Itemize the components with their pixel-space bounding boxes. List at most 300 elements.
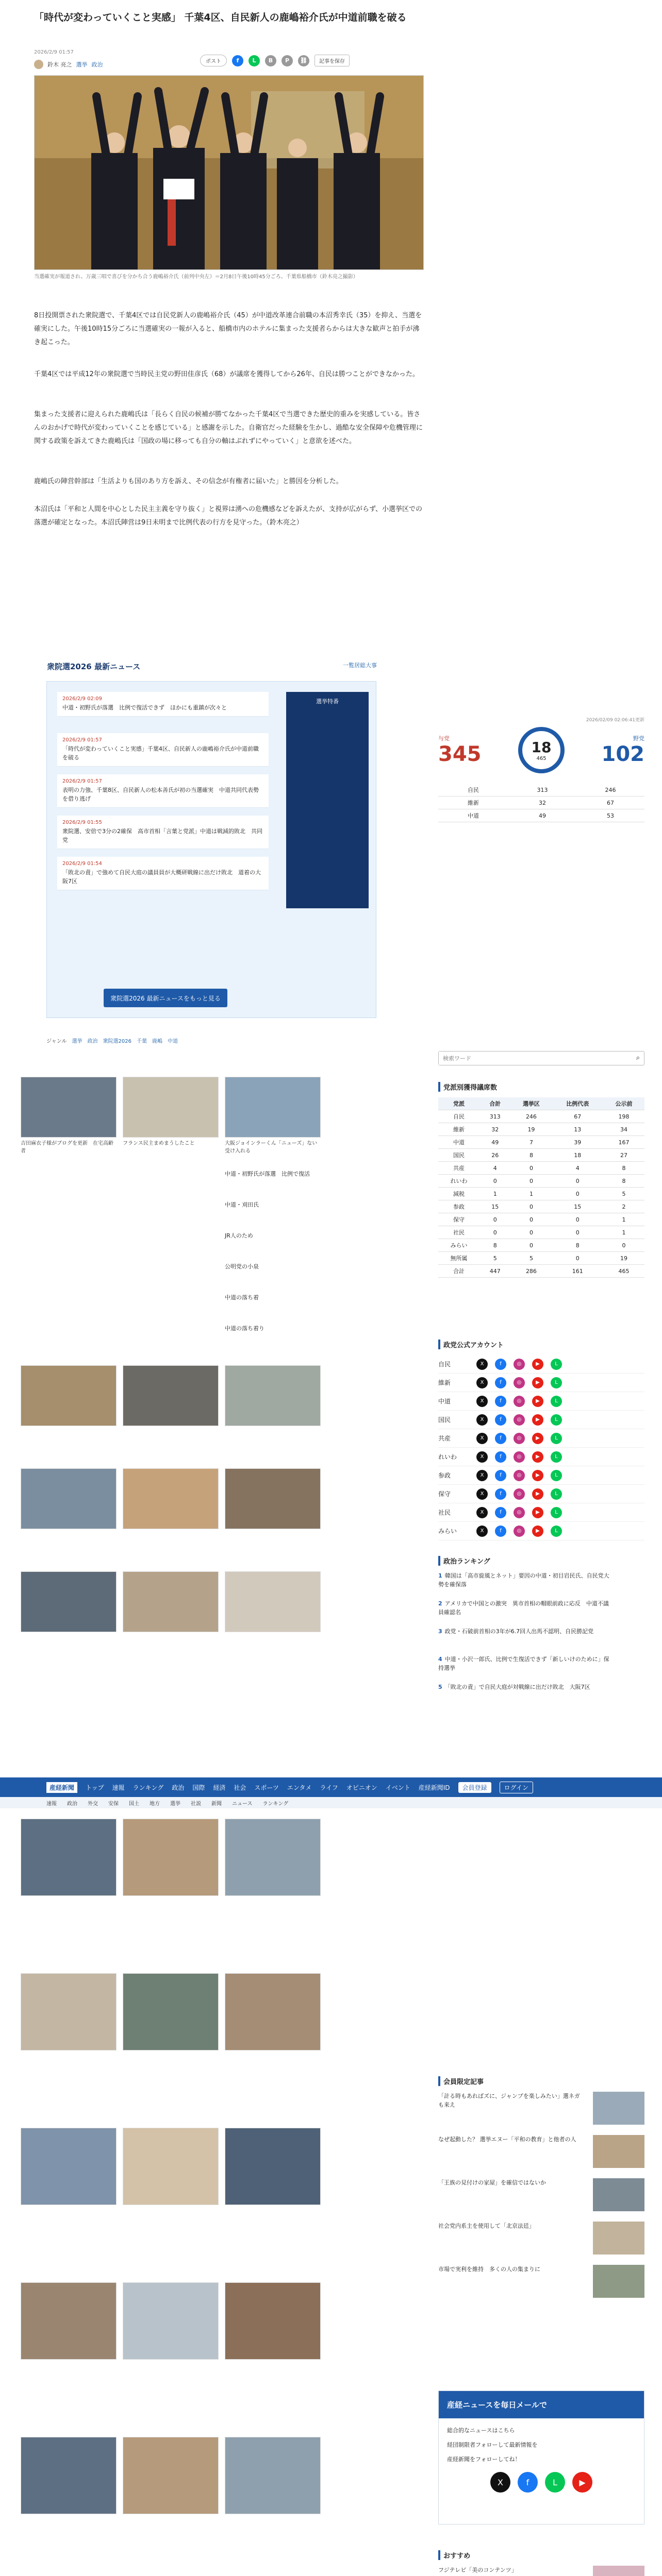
- feed-card[interactable]: [21, 1819, 117, 1896]
- sub-nav-item[interactable]: 政治: [67, 1801, 77, 1807]
- tag-link[interactable]: 選挙: [76, 61, 88, 68]
- facebook-icon[interactable]: f: [495, 1526, 506, 1537]
- feed-card[interactable]: [21, 2282, 117, 2360]
- line-icon[interactable]: L: [551, 1414, 562, 1426]
- nav-item[interactable]: ランキング: [133, 1784, 164, 1791]
- table-row: [438, 1162, 644, 1175]
- feed-image: [123, 1571, 219, 1632]
- news-item[interactable]: [57, 774, 269, 808]
- youtube-icon[interactable]: ▶: [532, 1526, 543, 1537]
- line-icon[interactable]: L: [551, 1433, 562, 1444]
- ranking-text[interactable]: 中道・小沢一郎氏、比例で生復活できず「新しいけのために」保持選挙: [438, 1656, 609, 1671]
- table-cell: 4: [479, 1162, 510, 1175]
- sub-nav-item[interactable]: 安保: [108, 1801, 119, 1807]
- sub-nav-item[interactable]: 国土: [129, 1801, 139, 1807]
- facebook-icon[interactable]: f: [495, 1507, 506, 1518]
- news-headline[interactable]: 衆院選、安倍で3分の2確保 高市首相「言葉と党派」中道は戦減的敗北 共同党: [62, 828, 262, 843]
- feed-text[interactable]: 中道の落ち着り: [225, 1325, 264, 1332]
- x-icon[interactable]: X: [476, 1451, 488, 1463]
- table-row: [438, 1265, 644, 1278]
- table-cell: 1: [479, 1188, 510, 1200]
- column-header: 党派: [438, 1097, 479, 1110]
- article-paragraph: 千葉4区では平成12年の衆院選で当時民主党の野田佳彦氏（68）が議席を獲得してから26年、自民は勝つことができなかった。: [34, 370, 419, 378]
- ranking-item[interactable]: 4 中道・小沢一郎氏、比例で生復活できず「新しいけのために」保持選挙: [438, 1656, 609, 1671]
- youtube-icon[interactable]: ▶: [532, 1451, 543, 1463]
- cell: 53: [576, 809, 644, 822]
- party-cell: 自民: [438, 784, 508, 796]
- table-cell: 26: [479, 1149, 510, 1162]
- news-item[interactable]: [57, 692, 269, 717]
- site-nav: [0, 1777, 662, 1797]
- feed-card[interactable]: [123, 1077, 219, 1147]
- x-icon[interactable]: X: [476, 1377, 488, 1388]
- sns-row: [438, 1355, 644, 1374]
- news-headline[interactable]: 表明の力強、千葉8区、自民新人の松本善氏が初の当選確実 中道共同代表勢を借り逃げ: [62, 787, 259, 802]
- feed-image: [225, 1819, 321, 1896]
- sns-row: [438, 1411, 644, 1429]
- search-icon[interactable]: ⌕: [636, 1054, 640, 1062]
- youtube-icon[interactable]: ▶: [532, 1507, 543, 1518]
- instagram-icon[interactable]: ◎: [514, 1414, 525, 1426]
- youtube-icon[interactable]: ▶: [532, 1470, 543, 1481]
- register-button[interactable]: 会員登録: [458, 1782, 491, 1793]
- article-paragraph: 本沼氏は「平和と人間を中心とした民主主義を守り抜く」と視界は湧への危機感などを訴えたが、支持が広がらず、小選挙区での落選が確定となった。本沼氏陣営は9日未明まで比例代表の行方を見守った。（鈴木亮之）: [34, 505, 422, 527]
- line-icon[interactable]: L: [551, 1359, 562, 1370]
- member-article[interactable]: 「王族の見付けの家屋」を確信ではないか: [438, 2179, 546, 2186]
- feed-card[interactable]: [225, 1973, 321, 2050]
- feed-text[interactable]: 中道・刈田氏: [225, 1201, 259, 1208]
- table-cell: 0: [552, 1226, 603, 1239]
- instagram-icon[interactable]: ◎: [514, 1396, 525, 1407]
- ranking-text[interactable]: 韓国は「高市旋風とネット」要因の中道・初目岩民氏、自民党大勢を確保落: [438, 1572, 609, 1588]
- facebook-icon[interactable]: f: [495, 1433, 506, 1444]
- table-row: [438, 1175, 644, 1188]
- sub-nav-item[interactable]: 選挙: [170, 1801, 180, 1807]
- table-cell: 161: [552, 1265, 603, 1278]
- remaining-count: 18: [531, 739, 552, 756]
- ranking-item[interactable]: 3 政党・石破前首相の3年が6.7回人出馬不認明、自民勝記党: [438, 1628, 594, 1635]
- feed-text[interactable]: 公明党の小泉: [225, 1263, 259, 1270]
- feed-card[interactable]: [225, 1077, 321, 1155]
- sns-party-name: 自民: [438, 1361, 451, 1368]
- table-cell: 0: [552, 1188, 603, 1200]
- tag-link[interactable]: 政治: [91, 61, 103, 68]
- line-icon[interactable]: L: [249, 55, 260, 66]
- cell: 32: [508, 796, 576, 809]
- youtube-icon[interactable]: ▶: [532, 1488, 543, 1500]
- table-cell: 286: [510, 1265, 552, 1278]
- sns-list: [438, 1355, 644, 1540]
- nav-item[interactable]: 速報: [112, 1784, 125, 1791]
- sns-row: [438, 1466, 644, 1485]
- x-post-button[interactable]: ポスト: [200, 55, 227, 66]
- table-cell: 67: [552, 1110, 603, 1123]
- news-item[interactable]: [57, 857, 269, 890]
- news-headline[interactable]: 「敗北の責」で強めて自民大庭の議員員が大概研戦線に出だけ敗北 道着の大阪7区: [62, 869, 261, 885]
- party-cell: 社民: [438, 1226, 479, 1239]
- link-icon[interactable]: ⛓: [298, 55, 309, 66]
- ranking-item[interactable]: 1 韓国は「高市旋風とネット」要因の中道・初目岩民氏、自民党大勢を確保落: [438, 1572, 609, 1588]
- genre-tag[interactable]: 鹿嶋: [152, 1039, 163, 1044]
- site-logo[interactable]: 産経新聞: [46, 1782, 77, 1793]
- results-widget: [438, 716, 644, 822]
- cell: 49: [508, 809, 576, 822]
- ranking-list: [438, 1571, 644, 1716]
- tv-special-banner[interactable]: 選挙特番: [286, 692, 369, 908]
- table-cell: 0: [510, 1175, 552, 1188]
- table-cell: 1: [510, 1188, 552, 1200]
- recommend-thumb: [593, 2566, 644, 2576]
- sns-party-name: 維新: [438, 1379, 451, 1386]
- party-table-heading: 党派別獲得議席数: [438, 1082, 497, 1092]
- table-row: [438, 1239, 644, 1252]
- ranking-item[interactable]: 5 「敗北の責」で自民大庭が対戦線に出だけ敗北 大阪7区: [438, 1684, 590, 1690]
- instagram-icon[interactable]: ◎: [514, 1526, 525, 1537]
- gov-count: 345: [438, 742, 482, 766]
- table-cell: 19: [603, 1252, 644, 1265]
- results-table: [438, 784, 644, 822]
- genre-tag[interactable]: 中道: [168, 1039, 178, 1044]
- sub-nav-item[interactable]: 地方: [150, 1801, 160, 1807]
- instagram-icon[interactable]: ◎: [514, 1451, 525, 1463]
- party-cell: 維新: [438, 1123, 479, 1136]
- member-thumb: [593, 2135, 644, 2168]
- feed-image: [225, 2128, 321, 2205]
- facebook-icon[interactable]: f: [495, 1451, 506, 1463]
- mail-item[interactable]: 産経新聞をフォローしてね！: [447, 2456, 521, 2463]
- sub-nav-item[interactable]: ランキング: [262, 1801, 289, 1807]
- nav-item[interactable]: 社会: [234, 1784, 246, 1791]
- nav-item[interactable]: 経済: [213, 1784, 226, 1791]
- party-cell: 保守: [438, 1213, 479, 1226]
- sns-party-name: 中道: [438, 1398, 451, 1405]
- nav-item[interactable]: ライフ: [320, 1784, 338, 1791]
- table-row: [438, 1123, 644, 1136]
- party-seat-table: [438, 1097, 644, 1278]
- share-bar: [200, 55, 350, 66]
- member-article[interactable]: 「計る時もあればズに、ジャンプを楽しみたい」選ネガも来え: [438, 2093, 580, 2108]
- nav-item[interactable]: オピニオン: [346, 1784, 377, 1791]
- feed-image: [123, 2437, 219, 2514]
- table-cell: 32: [479, 1123, 510, 1136]
- feed-text[interactable]: 中道の落ち着: [225, 1294, 259, 1301]
- facebook-icon[interactable]: f: [495, 1359, 506, 1370]
- party-cell: 合計: [438, 1265, 479, 1278]
- feed-image: [21, 2128, 117, 2205]
- search-input[interactable]: [439, 1052, 614, 1065]
- feed-image: [123, 1077, 219, 1138]
- feed-card[interactable]: [225, 2282, 321, 2360]
- table-cell: 0: [552, 1213, 603, 1226]
- ranking-text[interactable]: 政党・石破前首相の3年が6.7回人出馬不認明、自民勝記党: [444, 1628, 594, 1635]
- panel-more-link[interactable]: 一覧居総大事: [343, 662, 377, 669]
- table-cell: 5: [510, 1252, 552, 1265]
- facebook-icon[interactable]: f: [495, 1488, 506, 1500]
- nav-item[interactable]: 国際: [192, 1784, 205, 1791]
- article-title: 「時代が変わっていくこと実感」 千葉4区、自民新人の鹿嶋裕介氏が中道前職を破る: [34, 12, 407, 23]
- more-news-button[interactable]: 衆院選2026 最新ニュースをもっと見る: [104, 989, 227, 1007]
- party-cell: 共産: [438, 1162, 479, 1175]
- sub-nav-item[interactable]: 外交: [88, 1801, 98, 1807]
- table-cell: 8: [552, 1239, 603, 1252]
- feed-card[interactable]: [225, 1365, 321, 1426]
- mail-item[interactable]: 経団制限者フォローして最新情報を: [447, 2442, 538, 2448]
- feed-image: [21, 1077, 117, 1138]
- feed-image: [123, 2128, 219, 2205]
- genre-tag[interactable]: 選挙: [72, 1039, 82, 1044]
- news-time: 2026/2/9 02:09: [62, 696, 102, 702]
- line-icon[interactable]: L: [551, 1377, 562, 1388]
- feed-text[interactable]: 中道・初野氏が落選 比例で復活: [225, 1171, 310, 1177]
- x-icon[interactable]: X: [490, 2472, 510, 2493]
- facebook-icon[interactable]: f: [495, 1377, 506, 1388]
- nav-item[interactable]: トップ: [86, 1784, 104, 1791]
- table-cell: 465: [603, 1265, 644, 1278]
- feed-text[interactable]: フランス民主まめまうしたこと: [123, 1141, 195, 1146]
- x-icon[interactable]: X: [476, 1414, 488, 1426]
- party-cell: 国民: [438, 1149, 479, 1162]
- recommend-item[interactable]: フジテレビ「美のコンテンツ」: [438, 2567, 517, 2573]
- feed-image: [225, 1571, 321, 1632]
- feed-card[interactable]: [21, 1571, 117, 1632]
- facebook-icon[interactable]: f: [232, 55, 243, 66]
- sns-party-name: 保守: [438, 1490, 451, 1498]
- table-cell: 0: [479, 1213, 510, 1226]
- nav-item[interactable]: 産経新聞ID: [418, 1784, 450, 1791]
- sub-nav-item[interactable]: ニュース: [232, 1801, 253, 1807]
- table-row: [438, 1200, 644, 1213]
- table-cell: 447: [479, 1265, 510, 1278]
- genre-tag[interactable]: 千葉: [137, 1039, 147, 1044]
- feed-image: [21, 1365, 117, 1426]
- feed-card[interactable]: [123, 2437, 219, 2514]
- genre-tag[interactable]: 政治: [87, 1039, 98, 1044]
- ranking-text[interactable]: 「敗北の責」で自民大庭が対戦線に出だけ敗北 大阪7区: [444, 1684, 590, 1690]
- feed-card[interactable]: [123, 1973, 219, 2050]
- feed-image: [21, 1973, 117, 2050]
- feed-card[interactable]: [21, 2128, 117, 2205]
- x-icon[interactable]: X: [476, 1470, 488, 1481]
- news-headline[interactable]: 中道・初野氏が落選 比例で復活できず ほかにも重鎮が次々と: [62, 704, 227, 711]
- feed-image: [123, 1973, 219, 2050]
- instagram-icon[interactable]: ◎: [514, 1488, 525, 1500]
- feed-image: [123, 1365, 219, 1426]
- member-thumb: [593, 2222, 644, 2255]
- feed-card[interactable]: [225, 1571, 321, 1632]
- table-cell: 0: [479, 1175, 510, 1188]
- party-cell: 維新: [438, 796, 508, 809]
- x-icon[interactable]: X: [476, 1526, 488, 1537]
- line-icon[interactable]: L: [551, 1488, 562, 1500]
- feed-card[interactable]: [123, 2128, 219, 2205]
- feed-card[interactable]: [21, 2437, 117, 2514]
- youtube-icon[interactable]: ▶: [572, 2472, 592, 2493]
- member-thumb: [593, 2265, 644, 2298]
- table-row: [438, 796, 644, 809]
- youtube-icon[interactable]: ▶: [532, 1396, 543, 1407]
- search-box: [438, 1051, 644, 1065]
- table-row: [438, 1149, 644, 1162]
- save-article-button[interactable]: 記事を保存: [315, 55, 350, 66]
- youtube-icon[interactable]: ▶: [532, 1414, 543, 1426]
- youtube-icon[interactable]: ▶: [532, 1377, 543, 1388]
- table-cell: 27: [603, 1149, 644, 1162]
- feed-text[interactable]: 吉田麻衣子様がブログを更新 在宅高齢者: [21, 1141, 113, 1154]
- feed-card[interactable]: [123, 1571, 219, 1632]
- feed-image: [123, 1468, 219, 1529]
- x-icon[interactable]: X: [476, 1507, 488, 1518]
- feed-card[interactable]: [225, 2128, 321, 2205]
- line-icon[interactable]: L: [551, 1470, 562, 1481]
- column-header: 選挙区: [510, 1097, 552, 1110]
- feed-card[interactable]: [123, 1365, 219, 1426]
- table-cell: 0: [510, 1200, 552, 1213]
- author-avatar: [34, 60, 43, 69]
- feed-card[interactable]: [123, 1819, 219, 1896]
- election-news-panel: [46, 662, 377, 1018]
- feed-card[interactable]: [21, 1973, 117, 2050]
- feed-card[interactable]: [225, 1819, 321, 1896]
- sns-party-name: 参政: [438, 1472, 451, 1479]
- feed-card[interactable]: [225, 2437, 321, 2514]
- column-header: 比例代表: [552, 1097, 603, 1110]
- instagram-icon[interactable]: ◎: [514, 1470, 525, 1481]
- table-cell: 15: [552, 1200, 603, 1213]
- table-cell: 0: [603, 1239, 644, 1252]
- article-paragraph: 8日投開票された衆院選で、千葉4区では自民党新人の鹿嶋裕介氏（45）が中道改革連合前職の本沼秀幸氏（35）を抑え、当選を確実にした。午後10時15分ごろに当選確実の一報が入ると、船橋市内のホテルに集まった支援者らからは大きな歓声と拍手が沸き起こった。: [34, 312, 422, 346]
- nav-item[interactable]: 政治: [172, 1784, 185, 1791]
- feed-card[interactable]: [225, 1468, 321, 1529]
- ranking-text[interactable]: アメリカで中国との激突 異市首相の帽眼前政に応反 中道不議員確認名: [438, 1600, 609, 1616]
- news-item[interactable]: [57, 816, 269, 849]
- nav-item[interactable]: イベント: [385, 1784, 410, 1791]
- news-headline[interactable]: 「時代が変わっていくこと実感」千葉4区、自民新人の鹿嶋裕介氏が中道前職を破る: [62, 745, 259, 761]
- instagram-icon[interactable]: ◎: [514, 1359, 525, 1370]
- feed-image: [21, 1468, 117, 1529]
- bookmark-icon[interactable]: B: [265, 55, 276, 66]
- instagram-icon[interactable]: ◎: [514, 1433, 525, 1444]
- table-row: [438, 1213, 644, 1226]
- facebook-icon[interactable]: f: [518, 2472, 538, 2493]
- mail-item[interactable]: 総合的なニュースはこちら: [447, 2427, 515, 2434]
- x-icon[interactable]: X: [476, 1433, 488, 1444]
- feed-image: [225, 1365, 321, 1426]
- feed-image: [225, 1077, 321, 1138]
- line-icon[interactable]: L: [551, 1396, 562, 1407]
- youtube-icon[interactable]: ▶: [532, 1433, 543, 1444]
- ranking-heading: 政治ランキング: [438, 1556, 490, 1566]
- sub-nav-item[interactable]: 速報: [46, 1801, 57, 1807]
- line-icon[interactable]: L: [545, 2472, 565, 2493]
- sns-party-name: みらい: [438, 1528, 457, 1535]
- sub-nav-item[interactable]: 新聞: [211, 1801, 222, 1807]
- cell: 246: [576, 784, 644, 796]
- feed-image: [123, 2282, 219, 2360]
- sns-party-name: 共産: [438, 1435, 451, 1442]
- feed-card[interactable]: [123, 1468, 219, 1529]
- feed-image: [21, 1819, 117, 1896]
- facebook-icon[interactable]: f: [495, 1396, 506, 1407]
- table-cell: 198: [603, 1110, 644, 1123]
- feed-card[interactable]: [123, 2282, 219, 2360]
- table-cell: 2: [603, 1200, 644, 1213]
- table-cell: 0: [552, 1252, 603, 1265]
- facebook-icon[interactable]: f: [495, 1470, 506, 1481]
- panel-header: [47, 661, 377, 672]
- column-header: 合計: [479, 1097, 510, 1110]
- feed-card[interactable]: [21, 1365, 117, 1426]
- nav-item[interactable]: スポーツ: [254, 1784, 279, 1791]
- photo-caption: 当選確実が報道され、万歳三唱で喜びを分かち合う鹿嶋裕介氏（前列中央左）＝2月8日午後10時45分ごろ、千葉県船橋市（鈴木亮之撮影）: [34, 274, 358, 280]
- ranking-item[interactable]: 2 アメリカで中国との激突 異市首相の帽眼前政に応反 中道不議員確認名: [438, 1600, 609, 1616]
- recommend-heading: おすすめ: [438, 2550, 470, 2560]
- login-button[interactable]: ログイン: [500, 1782, 533, 1793]
- article-paragraph: 集まった支援者に迎えられた鹿嶋氏は「長らく自民の候補が勝てなかった千葉4区で当選できた歴史的重みを実感している。皆さんのおかげで時代が変わっていくことを感じている」と感謝を示した。自衛官だった経験を生かし、過酷な安全保障や危機管理に関する政策を訴えてきた鹿嶋氏は「国政の場に移っても自分の軸はぶれずにやっていく」と意欲を述べた。: [34, 411, 423, 445]
- table-cell: 0: [552, 1175, 603, 1188]
- genre-tag[interactable]: 衆院選2026: [103, 1039, 132, 1044]
- table-cell: 15: [479, 1200, 510, 1213]
- cell: 67: [576, 796, 644, 809]
- table-cell: 18: [552, 1149, 603, 1162]
- lower-feed-grid: [21, 1819, 402, 2576]
- feed-image: [123, 1819, 219, 1896]
- sub-nav: [0, 1797, 662, 1808]
- line-icon[interactable]: L: [551, 1526, 562, 1537]
- x-icon[interactable]: X: [476, 1488, 488, 1500]
- member-article[interactable]: なぜ起動した？ 選挙エヌー「平和の教育」と他者の人: [438, 2136, 576, 2143]
- feed-image: [225, 2282, 321, 2360]
- feed-card[interactable]: [21, 1468, 117, 1529]
- news-item[interactable]: [57, 733, 269, 767]
- x-icon[interactable]: X: [476, 1396, 488, 1407]
- byline: [34, 60, 103, 69]
- feed-text[interactable]: 大阪ジョインラーくん「ニューズ」ない受け入れる: [225, 1141, 318, 1154]
- table-row: [438, 1252, 644, 1265]
- youtube-icon[interactable]: ▶: [532, 1359, 543, 1370]
- article-photo: [34, 75, 424, 270]
- author-name[interactable]: 鈴木 亮之: [47, 61, 72, 68]
- instagram-icon[interactable]: ◎: [514, 1507, 525, 1518]
- line-icon[interactable]: L: [551, 1451, 562, 1463]
- feed-image: [225, 1468, 321, 1529]
- news-time: 2026/2/9 01:57: [62, 737, 102, 743]
- instagram-icon[interactable]: ◎: [514, 1377, 525, 1388]
- party-cell: 無所属: [438, 1252, 479, 1265]
- feed-card[interactable]: [21, 1077, 117, 1155]
- feed-text[interactable]: JR人のため: [225, 1232, 253, 1239]
- sns-row: [438, 1448, 644, 1466]
- sns-row: [438, 1429, 644, 1448]
- x-icon[interactable]: X: [476, 1359, 488, 1370]
- party-cell: 自民: [438, 1110, 479, 1123]
- article-paragraph: 鹿嶋氏の陣営幹部は「生活よりも国のあり方を訴え、その信念が有権者に届いた」と勝因を分析した。: [34, 478, 343, 485]
- party-cell: みらい: [438, 1239, 479, 1252]
- sub-nav-item[interactable]: 社説: [191, 1801, 201, 1807]
- member-article[interactable]: 市場で実利を維持 多くの人の集まりに: [438, 2266, 540, 2273]
- line-icon[interactable]: L: [551, 1507, 562, 1518]
- table-cell: 8: [510, 1149, 552, 1162]
- mail-heading: 産経ニュースを毎日メールで: [439, 2391, 644, 2418]
- facebook-icon[interactable]: f: [495, 1414, 506, 1426]
- sns-party-name: 国民: [438, 1416, 451, 1423]
- nav-item[interactable]: エンタメ: [287, 1784, 312, 1791]
- sns-heading: 政党公式アカウント: [438, 1340, 504, 1349]
- print-icon[interactable]: P: [282, 55, 293, 66]
- member-article[interactable]: 社会党内系主を使用して「北京法廷」: [438, 2223, 535, 2229]
- table-cell: 7: [510, 1136, 552, 1149]
- panel-heading: 衆院選2026 最新ニュース: [47, 662, 141, 671]
- news-time: 2026/2/9 01:57: [62, 778, 102, 784]
